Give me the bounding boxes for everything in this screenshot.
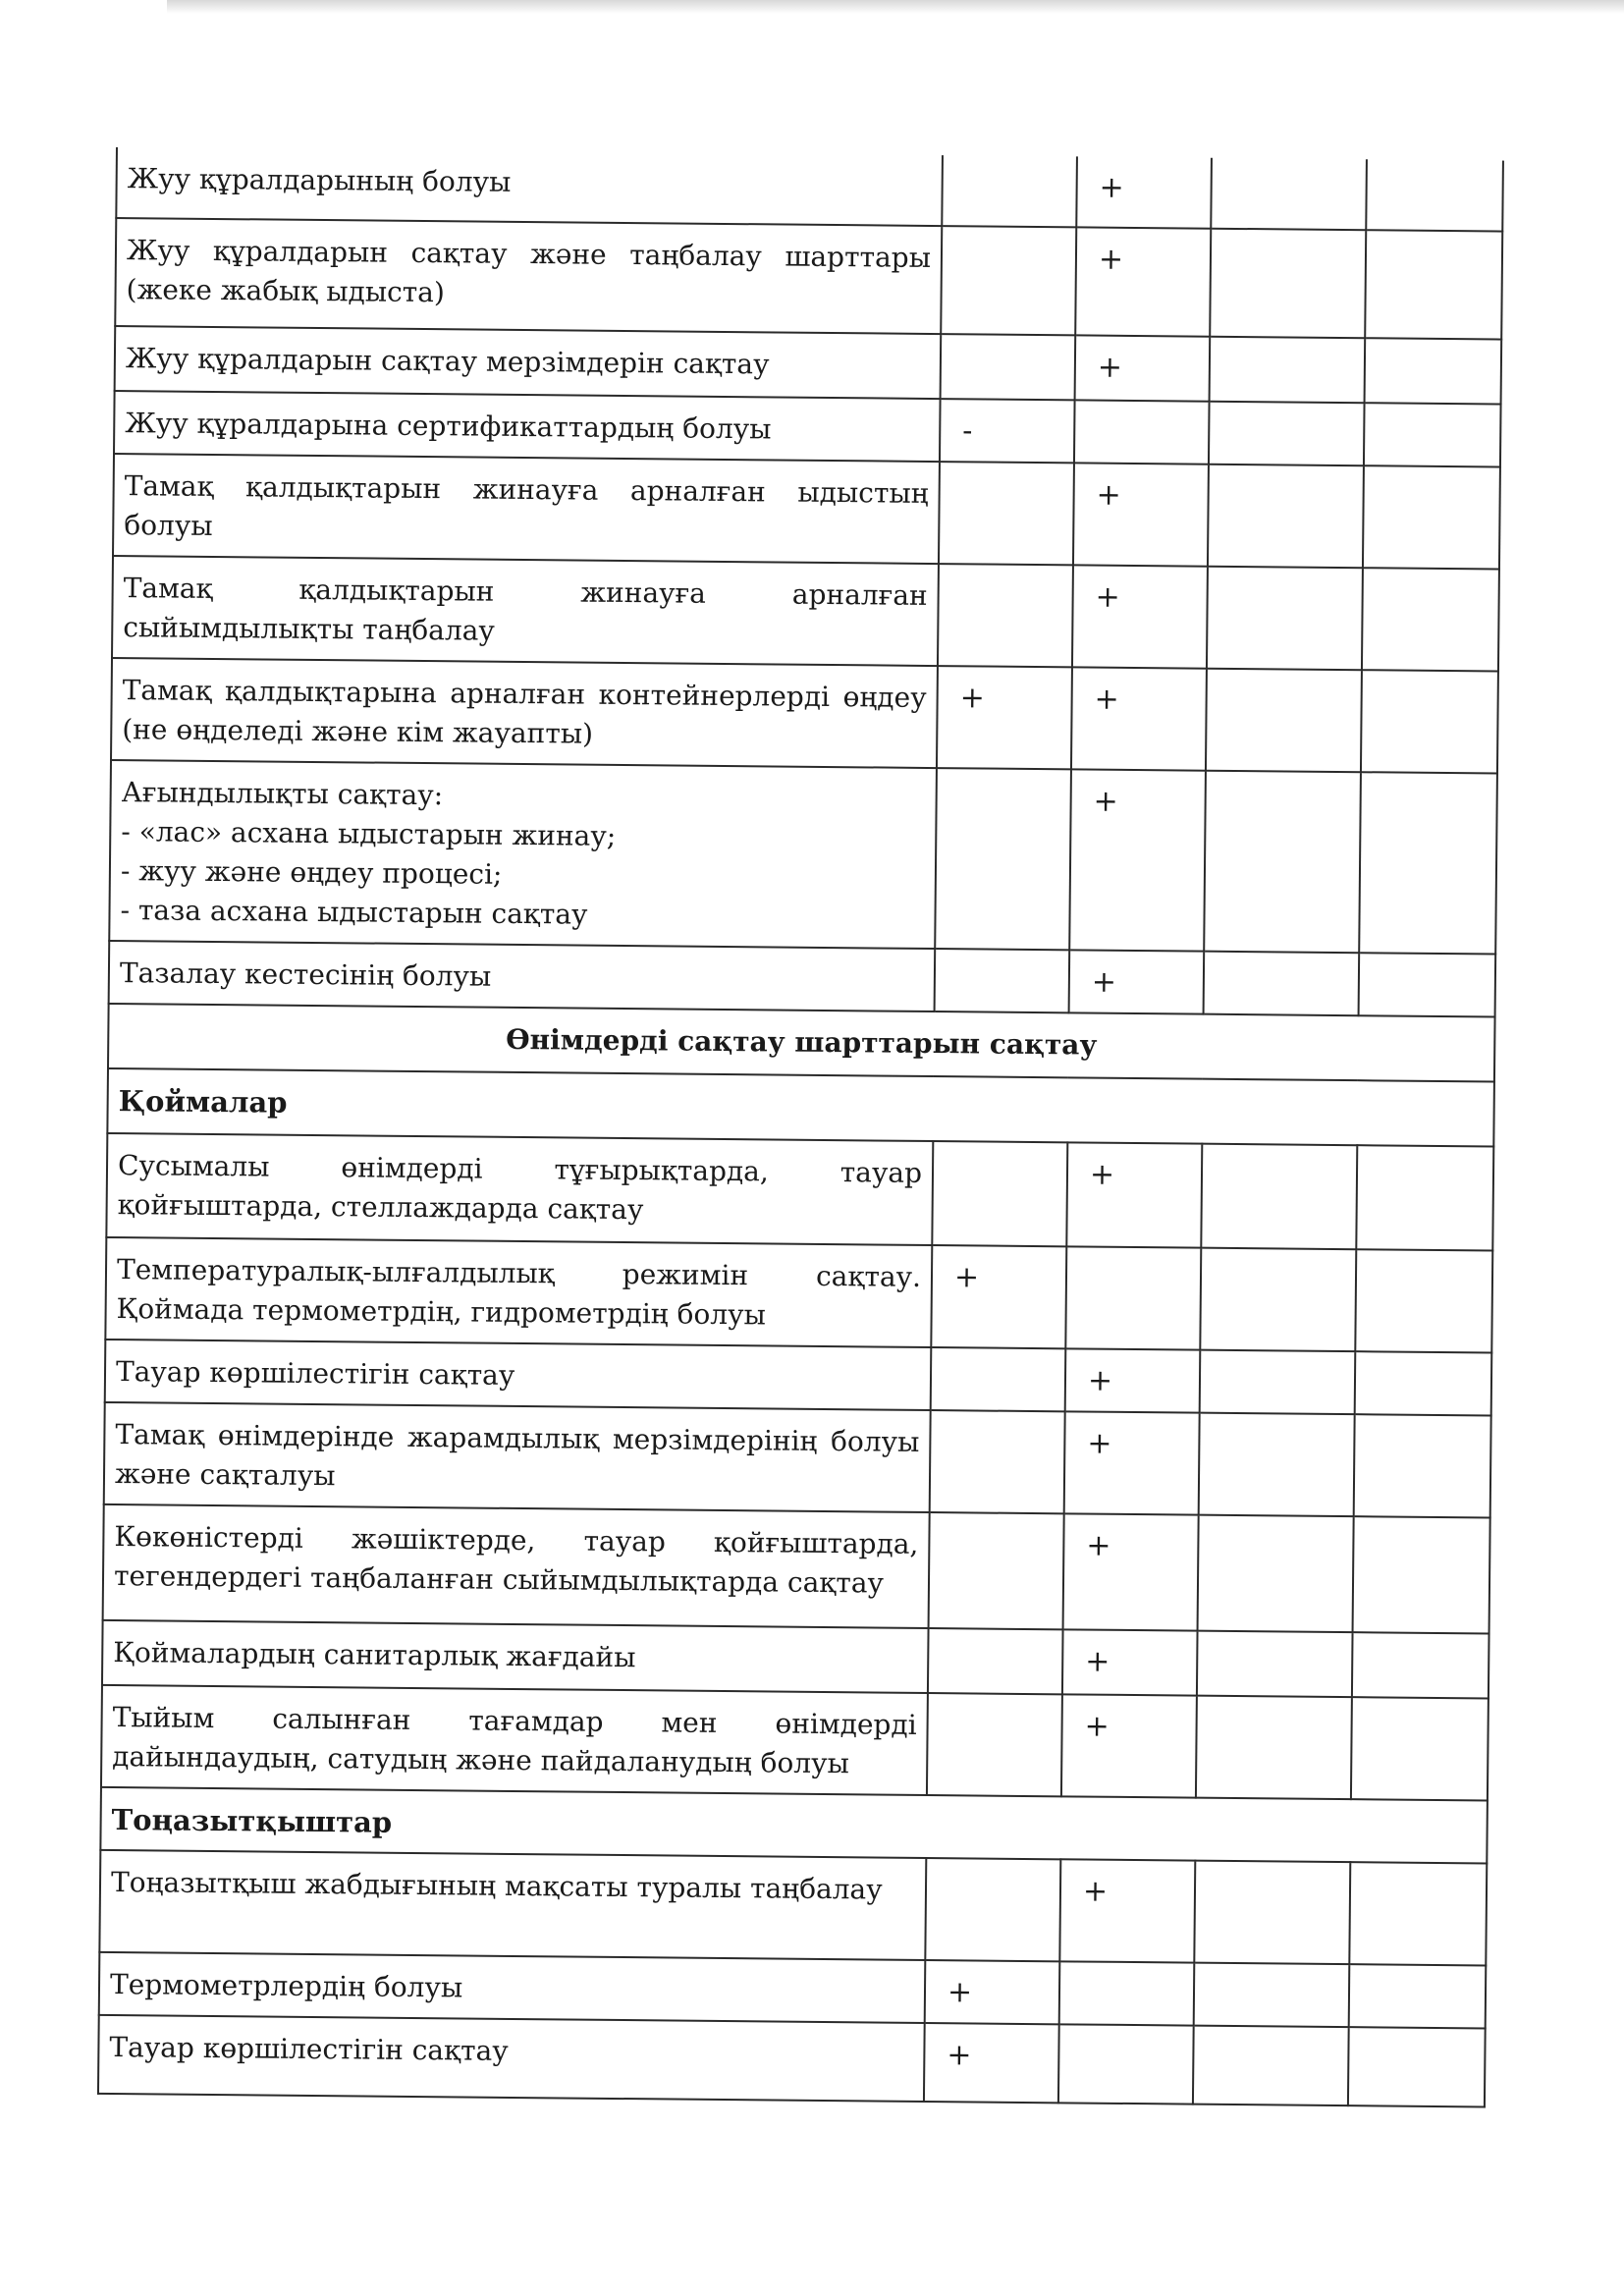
- requirement-text: Сусымалы өнімдерді тұғырықтарда, тауар қойғыштарда, стеллаждарда сақтау: [106, 1133, 933, 1245]
- requirement-text: Жуу құралдарын сақтау және таңбалау шарттары (жеке жабық ыдыста): [115, 218, 942, 334]
- requirement-text: Тазалау кестесінің болуы: [109, 941, 936, 1011]
- mark-cell-c: [1193, 2026, 1349, 2106]
- scan-edge-shadow: [167, 0, 1624, 14]
- mark-cell-a: +: [931, 1245, 1066, 1348]
- mark-cell-b: +: [1065, 1348, 1201, 1412]
- checklist-row: [113, 454, 1500, 570]
- mark-cell-c: [1201, 1144, 1357, 1250]
- mark-cell-b: +: [1076, 156, 1212, 228]
- mark-cell-b: +: [1073, 463, 1209, 566]
- mark-cell-d: [1362, 568, 1499, 671]
- mark-cell-a: [929, 1512, 1064, 1629]
- mark-cell-b: +: [1072, 565, 1208, 668]
- checklist-row: [98, 2015, 1486, 2107]
- mark-cell-d: [1359, 772, 1497, 954]
- requirement-text: Температуралық-ылғалдылық режимін сақтау. Қоймада термометрдің, гидрометрдің болуы: [105, 1237, 932, 1347]
- requirement-text: Тамақ қалдықтарына арналған контейнерлерді өңдеу (не өңделеді және кім жауапты): [111, 658, 938, 768]
- mark-cell-c: [1200, 1248, 1356, 1352]
- mark-cell-d: [1353, 1516, 1490, 1633]
- group-heading: Қоймалар: [107, 1068, 1494, 1147]
- requirement-text: Жуу құралдарына сертификаттардың болуы: [114, 391, 941, 462]
- mark-cell-d: [1355, 1351, 1492, 1415]
- mark-cell-b: [1065, 1246, 1201, 1349]
- mark-cell-c: [1204, 771, 1361, 954]
- mark-cell-c: [1198, 1515, 1354, 1633]
- mark-cell-a: [941, 334, 1076, 400]
- requirement-line: - жуу және өңдеу процесі;: [120, 854, 503, 891]
- mark-cell-d: [1365, 338, 1502, 404]
- requirement-text: Тамақ қалдықтарын жинауға арналған ыдыстың болуы: [113, 454, 940, 564]
- mark-cell-c: [1199, 1413, 1355, 1517]
- mark-cell-c: [1197, 1631, 1353, 1698]
- mark-cell-b: +: [1075, 335, 1211, 401]
- mark-cell-d: [1354, 1414, 1491, 1517]
- mark-cell-c: [1206, 669, 1362, 773]
- mark-cell-c: [1208, 465, 1364, 569]
- mark-cell-a: [942, 155, 1077, 227]
- mark-cell-c: [1194, 1861, 1350, 1965]
- group-heading: Тоңазытқыштар: [100, 1787, 1488, 1864]
- mark-cell-d: [1349, 1964, 1487, 2028]
- requirement-line: - «лас» асхана ыдыстарын жинау;: [121, 815, 617, 852]
- mark-cell-d: [1349, 1862, 1487, 1965]
- mark-cell-d: [1351, 1697, 1489, 1800]
- mark-cell-a: [927, 1693, 1062, 1796]
- mark-cell-c: [1200, 1350, 1356, 1415]
- section-heading: Өнімдерді сақтау шарттарын сақтау: [108, 1004, 1495, 1082]
- mark-cell-c: [1194, 1963, 1350, 2028]
- mark-cell-b: +: [1062, 1629, 1198, 1695]
- checklist-row: [111, 658, 1498, 774]
- mark-cell-a: -: [940, 399, 1075, 463]
- checklist-row: [103, 1504, 1490, 1634]
- mark-cell-a: [935, 768, 1071, 950]
- mark-cell-b: +: [1059, 1859, 1195, 1962]
- mark-cell-d: [1356, 1145, 1493, 1250]
- mark-cell-b: +: [1063, 1513, 1199, 1630]
- mark-cell-b: +: [1066, 1142, 1202, 1247]
- mark-cell-d: [1352, 1632, 1489, 1698]
- mark-cell-c: [1209, 402, 1365, 466]
- mark-cell-d: [1364, 403, 1501, 466]
- checklist-row: [104, 1402, 1491, 1518]
- requirement-text: Жуу құралдарының болуы: [116, 147, 943, 226]
- requirement-text: Термометрлердің болуы: [99, 1952, 926, 2023]
- mark-cell-c: [1204, 952, 1360, 1016]
- mark-cell-c: [1211, 158, 1367, 231]
- mark-cell-a: [931, 1347, 1066, 1411]
- mark-cell-b: +: [1069, 950, 1205, 1013]
- mark-cell-d: [1365, 230, 1502, 339]
- mark-cell-c: [1210, 229, 1366, 339]
- mark-cell-d: [1366, 159, 1503, 231]
- requirement-line: - таза асхана ыдыстарын сақтау: [120, 894, 588, 931]
- mark-cell-a: [930, 1410, 1065, 1513]
- requirement-line: Ағындылықты сақтау:: [121, 776, 444, 812]
- requirement-text: Тамақ өнімдерінде жарамдылық мерзімдерінің болуы және сақталуы: [104, 1402, 931, 1512]
- mark-cell-d: [1348, 2027, 1486, 2106]
- checklist-row: [109, 760, 1497, 955]
- checklist-row: [116, 147, 1503, 232]
- mark-cell-a: [932, 1141, 1067, 1246]
- requirement-text: Жуу құралдарын сақтау мерзімдерін сақтау: [115, 326, 942, 399]
- checklist-row: [112, 556, 1499, 672]
- checklist-row: [105, 1237, 1492, 1353]
- requirement-text: [109, 760, 937, 949]
- requirement-text: Тауар көршілестігін сақтау: [105, 1339, 932, 1410]
- mark-cell-d: [1355, 1249, 1492, 1352]
- checklist-row: [115, 218, 1502, 340]
- mark-cell-b: +: [1061, 1694, 1197, 1797]
- requirement-text: Көкөністерді жәшіктерде, тауар қойғыштарда, тегендердегі таңбаланған сыйымдылықтарда сақтау: [103, 1504, 930, 1628]
- mark-cell-b: +: [1069, 769, 1206, 951]
- checklist-row: [101, 1685, 1489, 1801]
- mark-cell-a: [935, 949, 1070, 1012]
- mark-cell-c: [1196, 1696, 1352, 1800]
- mark-cell-d: [1359, 953, 1496, 1016]
- mark-cell-c: [1207, 567, 1363, 671]
- requirement-text: Қоймалардың санитарлық жағдайы: [102, 1620, 929, 1693]
- inspection-checklist-table: [97, 147, 1504, 2107]
- mark-cell-a: [941, 226, 1076, 335]
- mark-cell-a: [938, 564, 1073, 667]
- mark-cell-a: +: [925, 1960, 1060, 2024]
- mark-cell-b: [1058, 2024, 1194, 2104]
- mark-cell-b: +: [1071, 667, 1207, 770]
- requirement-text: Тауар көршілестігін сақтау: [98, 2015, 925, 2102]
- mark-cell-b: +: [1075, 227, 1211, 336]
- mark-cell-b: +: [1064, 1411, 1200, 1514]
- checklist-body: [98, 147, 1503, 2106]
- checklist-row: [106, 1133, 1493, 1251]
- checklist-row: [99, 1850, 1487, 1966]
- mark-cell-d: [1363, 465, 1500, 569]
- mark-cell-a: +: [924, 2023, 1059, 2103]
- mark-cell-a: [925, 1858, 1060, 1961]
- mark-cell-a: +: [937, 666, 1072, 769]
- requirement-text: Тоңазытқыш жабдығының мақсаты туралы таңбалау: [99, 1850, 926, 1960]
- mark-cell-a: [939, 462, 1074, 565]
- requirement-text: Тыйым салынған тағамдар мен өнімдерді дайындаудың, сатудың және пайдаланудың болуы: [101, 1685, 928, 1795]
- mark-cell-c: [1210, 337, 1366, 404]
- mark-cell-d: [1361, 670, 1498, 773]
- requirement-text: Тамақ қалдықтарын жинауға арналған сыйымдылықты таңбалау: [112, 556, 939, 666]
- mark-cell-a: [928, 1628, 1063, 1694]
- mark-cell-b: [1074, 400, 1210, 464]
- document-page: [97, 147, 1502, 2107]
- mark-cell-b: [1059, 1961, 1195, 2025]
